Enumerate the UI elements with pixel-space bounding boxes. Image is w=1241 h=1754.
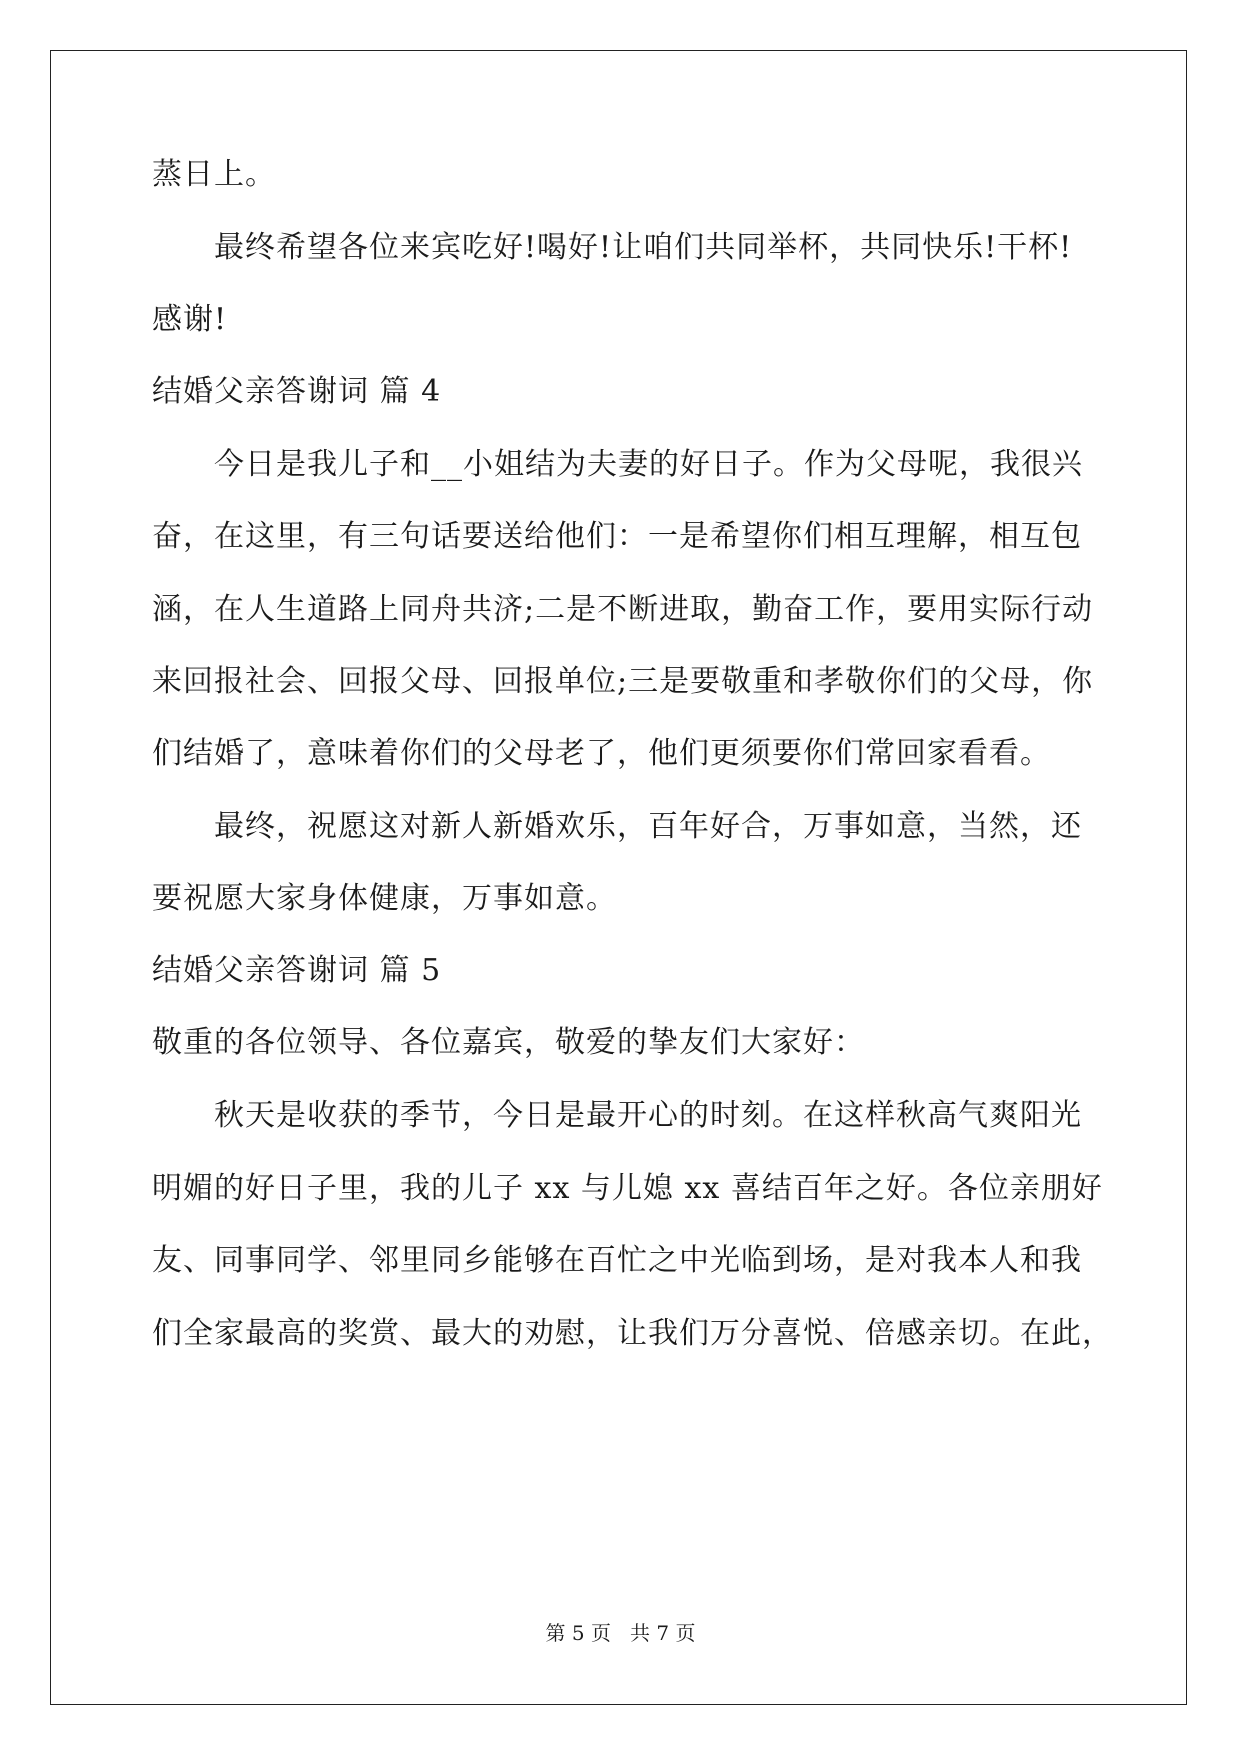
text-line: 感谢! [152, 302, 228, 337]
text-line: 最终希望各位来宾吃好!喝好!让咱们共同举杯，共同快乐!干杯! [214, 230, 1073, 265]
text-line: 秋天是收获的季节，今日是最开心的时刻。在这样秋高气爽阳光 [214, 1098, 1082, 1133]
text-line: 们全家最高的奖赏、最大的劝慰，让我们万分喜悦、倍感亲切。在此， [152, 1316, 1113, 1351]
text-line: 奋，在这里，有三句话要送给他们：一是希望你们相互理解，相互包 [152, 519, 1082, 554]
text-line: 最终，祝愿这对新人新婚欢乐，百年好合，万事如意，当然，还 [214, 809, 1082, 844]
text-line: 友、同事同学、邻里同乡能够在百忙之中光临到场，是对我本人和我 [152, 1243, 1082, 1278]
page-border [50, 50, 1187, 1705]
text-line: 们结婚了，意味着你们的父母老了，他们更须要你们常回家看看。 [152, 736, 1051, 771]
text-line: 今日是我儿子和__小姐结为夫妻的好日子。作为父母呢，我很兴 [214, 447, 1083, 482]
text-line: 明媚的好日子里，我的儿子 xx 与儿媳 xx 喜结百年之好。各位亲朋好 [152, 1171, 1103, 1206]
section-heading: 结婚父亲答谢词 篇 5 [152, 953, 442, 988]
text-line: 敬重的各位领导、各位嘉宾，敬爱的挚友们大家好： [152, 1025, 865, 1060]
page-footer: 第 5 页 共 7 页 [545, 1621, 696, 1645]
text-line: 要祝愿大家身体健康，万事如意。 [152, 881, 617, 916]
text-line: 蒸日上。 [152, 157, 276, 192]
section-heading: 结婚父亲答谢词 篇 4 [152, 374, 442, 409]
text-line: 来回报社会、回报父母、回报单位;三是要敬重和孝敬你们的父母，你 [152, 664, 1094, 699]
text-line: 涵，在人生道路上同舟共济;二是不断进取，勤奋工作，要用实际行动 [152, 592, 1094, 627]
